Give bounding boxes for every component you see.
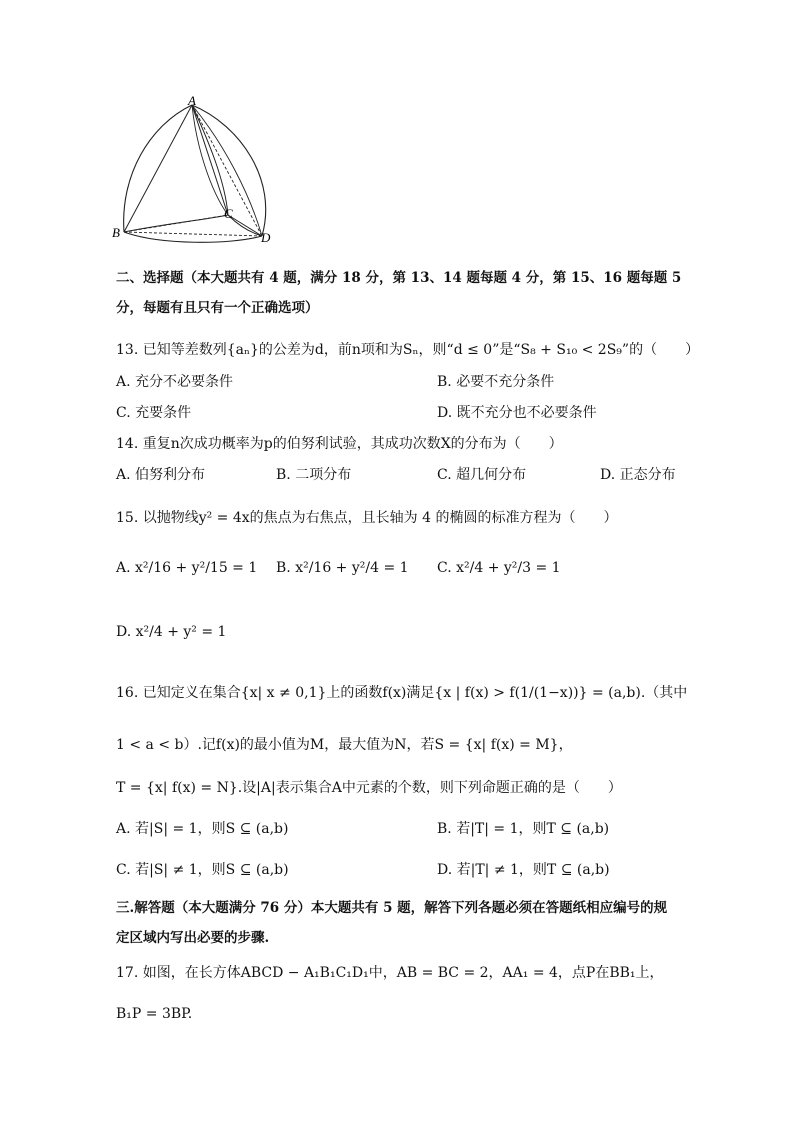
q17-line2: B₁P = 3BP. [116, 1006, 193, 1022]
q13-stem: 13. 已知等差数列{aₙ}的公差为d，前n项和为Sₙ，则“d ≤ 0”是“S₈ + S₁₀ < 2S₉”的（ ） [116, 342, 700, 358]
q14-option-b: B. 二项分布 [276, 467, 352, 483]
q16-option-c: C. 若|S| ≠ 1，则S ⊆ (a,b) [116, 862, 289, 878]
vertex-label-d: D [261, 230, 271, 245]
q14-option-a: A. 伯努利分布 [116, 467, 206, 483]
q15-option-a: A. x²/16 + y²/15 = 1 [116, 560, 258, 576]
q15-option-b: B. x²/16 + y²/4 = 1 [276, 560, 409, 576]
q15-option-c: C. x²/4 + y²/3 = 1 [437, 560, 561, 576]
section3-heading-line2: 定区域内写出必要的步骤. [116, 930, 270, 946]
q14-stem: 14. 重复n次成功概率为p的伯努利试验，其成功次数X的分布为（ ） [116, 436, 563, 452]
q16-line3: T = {x| f(x) = N}.设|A|表示集合A中元素的个数，则下列命题正确的是（ ） [116, 780, 622, 796]
section3-heading-line1: 三.解答题（本大题满分 76 分）本大题共有 5 题，解答下列各题必须在答题纸相应编号的规 [116, 900, 668, 916]
reuleaux-tetrahedron-figure [110, 95, 290, 250]
q13-option-a: A. 充分不必要条件 [116, 374, 234, 390]
q16-option-b: B. 若|T| = 1，则T ⊆ (a,b) [437, 821, 610, 837]
vertex-label-b: B [112, 225, 120, 240]
q14-option-c: C. 超几何分布 [437, 467, 527, 483]
q17-line1: 17. 如图，在长方体ABCD − A₁B₁C₁D₁中，AB = BC = 2，AA₁ = 4，点P在BB₁上， [116, 965, 664, 981]
section2-heading-line2: 分，每题有且只有一个正确选项） [116, 300, 319, 316]
q16-option-d: D. 若|T| ≠ 1，则T ⊆ (a,b) [437, 862, 610, 878]
vertex-label-a: A [188, 95, 196, 108]
q13-option-c: C. 充要条件 [116, 405, 192, 421]
q16-line2: 1 < a < b）.记f(x)的最小值为M，最大值为N，若S = {x| f(x) = M}， [116, 737, 573, 753]
q16-line1: 16. 已知定义在集合{x| x ≠ 0,1}上的函数f(x)满足{x | f(x) > f(1/(1−x))} = (a,b).（其中 [116, 685, 688, 701]
section2-heading-line1: 二、选择题（本大题共有 4 题，满分 18 分，第 13、14 题每题 4 分，第 15、16 题每题 5 [116, 270, 682, 286]
q14-option-d: D. 正态分布 [600, 467, 676, 483]
q15-stem: 15. 以抛物线y² = 4x的焦点为右焦点，且长轴为 4 的椭圆的标准方程为（ ） [116, 510, 618, 526]
q16-option-a: A. 若|S| = 1，则S ⊆ (a,b) [116, 821, 289, 837]
q15-option-d: D. x²/4 + y² = 1 [116, 624, 227, 640]
q13-option-b: B. 必要不充分条件 [437, 374, 555, 390]
q13-option-d: D. 既不充分也不必要条件 [437, 405, 597, 421]
vertex-label-c: C [224, 206, 233, 221]
